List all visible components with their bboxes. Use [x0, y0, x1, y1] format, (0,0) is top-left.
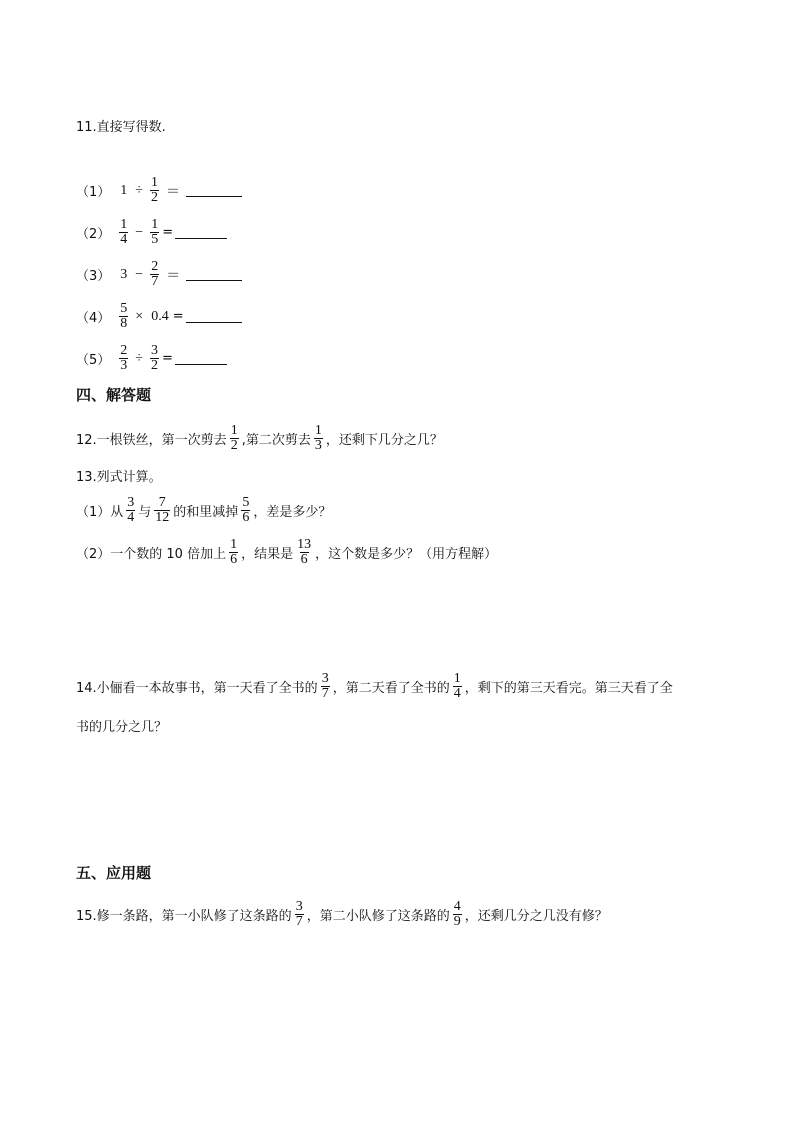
q13-part-2: （2）一个数的 10 倍加上 $\frac{1}{6}$ ，结果是 $\frac{13}{6}$ ，这个数是多少？（用方程解） — [76, 537, 498, 567]
answer-blank[interactable] — [175, 352, 227, 365]
fraction: $\frac{1}{6}$ — [230, 537, 238, 567]
fraction: $\frac{3}{7}$ — [321, 671, 329, 701]
fraction: $\frac{1}{4}$ — [453, 671, 461, 701]
fraction: $\frac{3}{2}$ — [150, 343, 158, 373]
fraction: $\frac{5}{6}$ — [242, 495, 250, 525]
q13-title: 13.列式计算。 — [76, 470, 162, 485]
fraction: $\frac{1}{3}$ — [314, 423, 322, 453]
q11-item-3: （3） 3 − $\frac{2}{7}$ ＝ — [76, 260, 242, 289]
fraction: $\frac{3}{4}$ — [127, 495, 135, 525]
fraction: $\frac{13}{6}$ — [297, 537, 312, 567]
fraction: $\frac{5}{8}$ — [120, 301, 128, 331]
q13-part-1: （1）从 $\frac{3}{4}$ 与 $\frac{7}{12}$ 的和里减掉 $\frac{5}{6}$ ，差是多少？ — [76, 495, 332, 525]
answer-blank[interactable] — [186, 310, 242, 323]
q12: 12.一根铁丝，第一次剪去 $\frac{1}{2}$ ,第二次剪去 $\frac{1}{3}$ ，还剩下几分之几？ — [76, 423, 443, 453]
fraction: $\frac{1}{5}$ — [151, 217, 159, 247]
fraction: $\frac{2}{7}$ — [151, 259, 159, 289]
answer-blank[interactable] — [186, 184, 242, 197]
q11-item-1: （1） 1 ÷ $\frac{1}{2}$ ＝ — [76, 176, 242, 205]
fraction: $\frac{1}{2}$ — [230, 423, 238, 453]
q15: 15.修一条路，第一小队修了这条路的 $\frac{3}{7}$ ，第二小队修了这条路的 $\frac{4}{9}$ ，还剩几分之几没有修？ — [76, 899, 608, 929]
section-heading-5: 五、应用题 — [76, 864, 152, 882]
q11-item-5: （5） $\frac{2}{3}$ ÷ $\frac{3}{2}$ = — [76, 344, 227, 373]
answer-blank[interactable] — [175, 226, 227, 239]
fraction: $\frac{7}{12}$ — [155, 495, 170, 525]
fraction: $\frac{3}{7}$ — [295, 899, 303, 929]
q11-title: 11.直接写得数. — [76, 120, 166, 135]
q11-item-4: （4） $\frac{5}{8}$ × 0.4 = — [76, 302, 242, 331]
q14-line-1: 14.小俪看一本故事书，第一天看了全书的 $\frac{3}{7}$ ，第二天看了全书的 $\frac{1}{4}$ ，剩下的第三天看完。第三天看了全 — [76, 671, 673, 701]
fraction: $\frac{2}{3}$ — [120, 343, 128, 373]
answer-blank[interactable] — [186, 268, 242, 281]
fraction: $\frac{1}{4}$ — [120, 217, 128, 247]
section-heading-4: 四、解答题 — [76, 386, 152, 404]
q11-item-2: （2） $\frac{1}{4}$ − $\frac{1}{5}$ = — [76, 218, 227, 247]
fraction: $\frac{1}{2}$ — [150, 175, 158, 205]
fraction: $\frac{4}{9}$ — [453, 899, 461, 929]
q14-line-2: 书的几分之几？ — [76, 720, 168, 735]
